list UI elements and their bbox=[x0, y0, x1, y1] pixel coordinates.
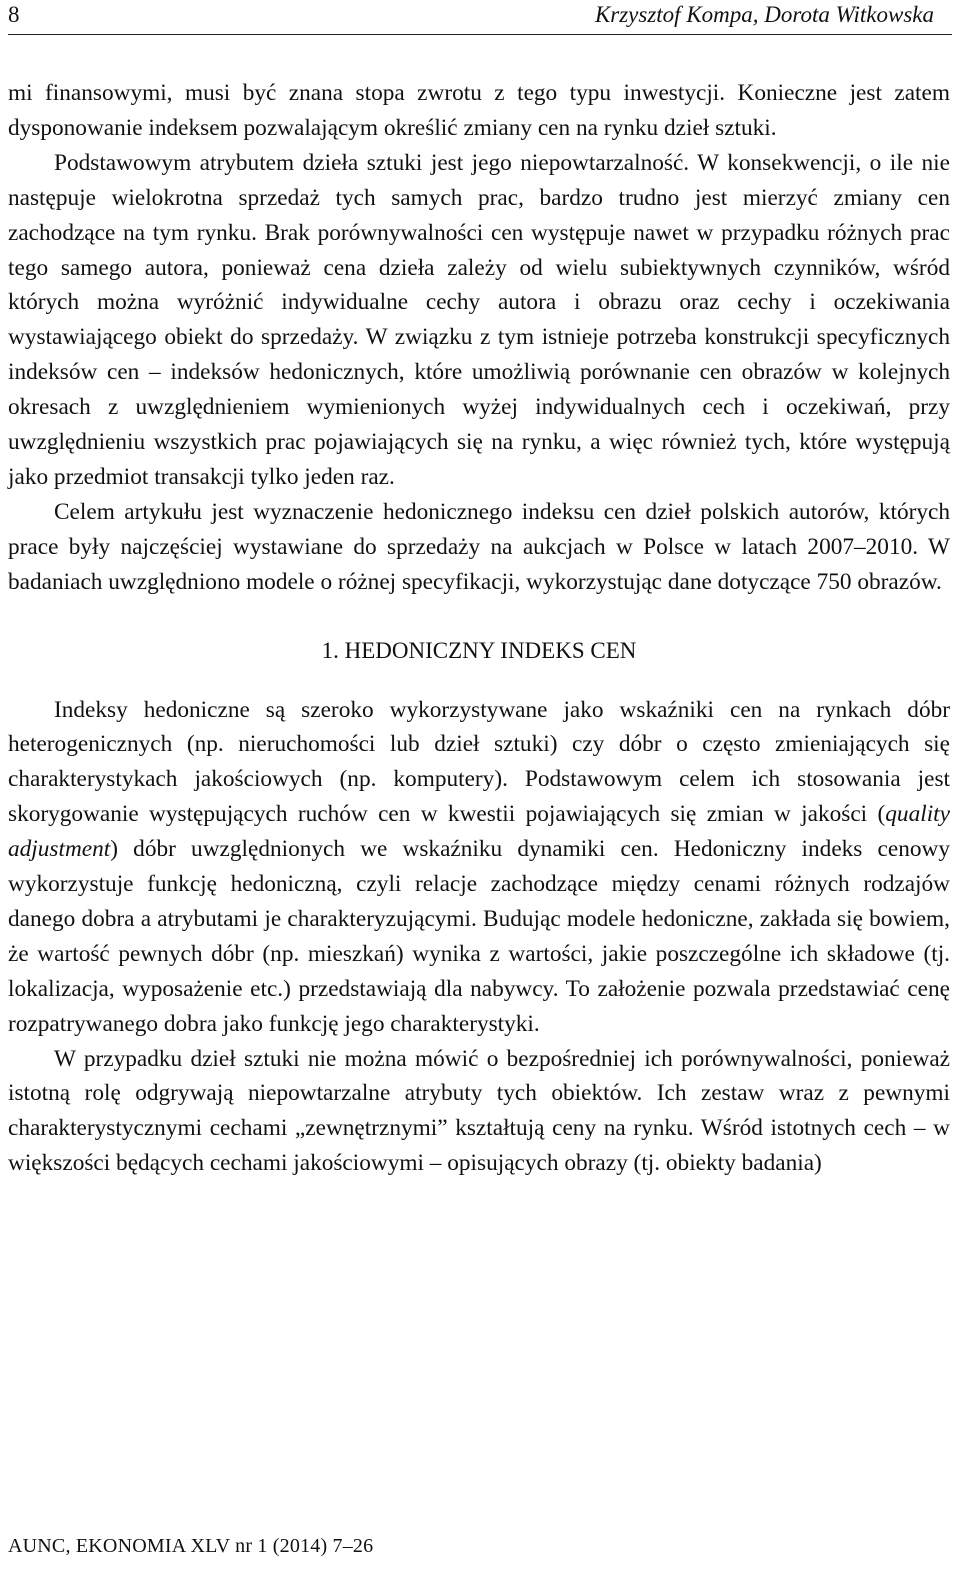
page-footer-citation: AUNC, EKONOMIA XLV nr 1 (2014) 7–26 bbox=[8, 1535, 374, 1557]
article-body bbox=[8, 76, 950, 1181]
paragraph-continuation: mi finansowymi, musi być znana stopa zwrotu z tego typu inwestycji. Konieczne jest zatem dysponowanie indeksem pozwalającym określić zmiany cen na rynku dzieł sztuki. bbox=[8, 80, 950, 141]
paragraph-article-aim: Celem artykułu jest wyznaczenie hedonicznego indeksu cen dzieł polskich autorów, których prace były najczęściej wystawiane do sprzedaży na aukcjach w Polsce w latach 2007–2010. W badaniach uwzględniono modele o różnej specyfikacji, wykorzystując dane dotyczące 750 obrazów. bbox=[8, 498, 950, 595]
running-head-authors: Krzysztof Kompa, Dorota Witkowska bbox=[594, 2, 934, 27]
paragraph-uniqueness: Podstawowym atrybutem dzieła sztuki jest jego niepowtarzalność. W konsekwencji, o ile nie następuje wielokrotna sprzedaż tych samych prac, bardzo trudno jest mierzyć zmiany cen zachodzące na tym rynku. Brak porównywalności cen występuje nawet w przypadku różnych prac tego samego autora, ponieważ cena dzieła zależy od wielu subiektywnych czynników, wśród których można wyróżnić indywidualne cechy autora i obrazu oraz cechy i oczekiwania wystawiającego obiekt do sprzedaży. W związku z tym istnieje potrzeba konstrukcji specyficznych indeksów cen – indeksów hedonicznych, które umożliwią porównanie cen obrazów w kolejnych okresach z uwzględnieniem wymienionych wyżej indywidualnych cech i oczekiwań, przy uwzględnieniu wszystkich prac pojawiających się na rynku, a więc również tych, które występują jako przedmiot transakcji tylko jeden raz. bbox=[8, 149, 950, 490]
paragraph-hedonic-part-1: Indeksy hedoniczne są szeroko wykorzystywane jako wskaźniki cen na rynkach dóbr heterogenicznych (np. nieruchomości lub dzieł sztuki) czy dóbr o często zmieniających się charakterystykach jakościowych (np. komputery). Podstawowym celem ich stosowania jest skorygowanie występujących ruchów cen w kwestii pojawiających się zmian w jakości ( bbox=[8, 696, 950, 828]
page-number: 8 bbox=[8, 2, 20, 27]
paragraph-hedonic-part-2: ) dóbr uwzględnionych we wskaźniku dynamiki cen. Hedoniczny indeks cenowy wykorzystuje funkcję hedoniczną, czyli relacje zachodzące między cenami różnych rodzajów danego dobra a atrybutami je charakteryzującymi. Budując modele hedoniczne, zakłada się bowiem, że wartość pewnych dóbr (np. mieszkań) wynika z wartości, jakie poszczególne ich składowe (tj. lokalizacja, wyposażenie etc.) przedstawiają dla nabywcy. To założenie pozwala przedstawiać cenę rozpatrywanego dobra jako funkcję jego charakterystyki. bbox=[8, 836, 950, 1037]
page-header bbox=[8, 0, 952, 35]
paragraph-hedonic-indexes bbox=[8, 693, 950, 1042]
paragraph-art-comparability: W przypadku dzieł sztuki nie można mówić o bezpośredniej ich porównywalności, ponieważ istotną rolę odgrywają niepowtarzalne atrybuty tych obiektów. Ich zestaw wraz z pewnymi charakterystycznymi cechami „zewnętrznymi” kształtują ceny na rynku. Wśród istotnych cech – w większości będących cechami jakościowymi – opisujących obrazy (tj. obiekty badania) bbox=[8, 1045, 950, 1177]
paragraph-hedonic-italic-term: quality adjustment bbox=[8, 801, 950, 863]
section-heading: 1. HEDONICZNY INDEKS CEN bbox=[321, 637, 637, 663]
